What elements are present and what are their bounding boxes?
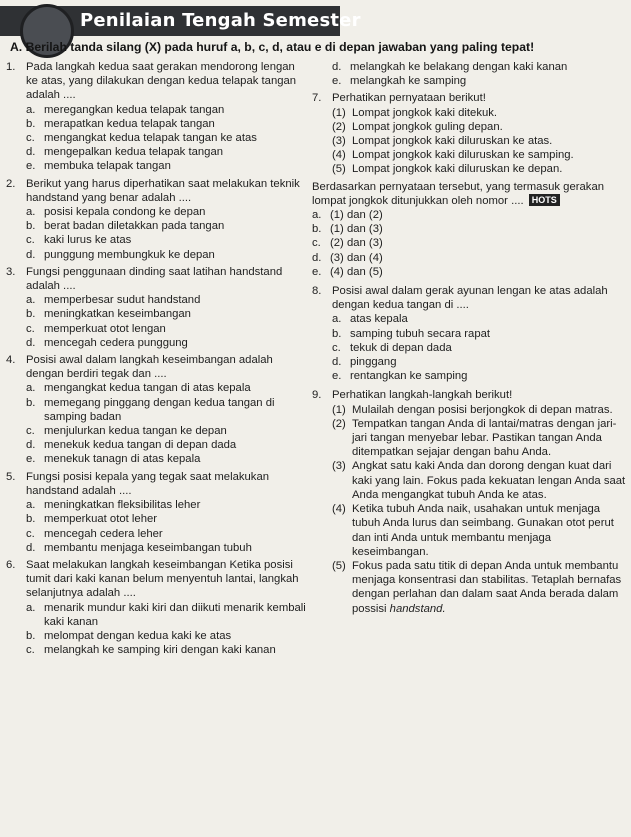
- option-text: membuka telapak tangan: [44, 160, 171, 173]
- option-letter: b.: [26, 308, 36, 321]
- statement-number: (2): [332, 120, 346, 133]
- option-text: merapatkan kedua telapak tangan: [44, 117, 215, 130]
- statement-text: Lompat jongkok kaki ditekuk.: [352, 106, 498, 119]
- question-4: [6, 353, 306, 467]
- question-2: [6, 177, 306, 262]
- option-text: mengangkat kedua tangan di atas kepala: [44, 382, 251, 395]
- option-text: (3) dan (4): [330, 251, 383, 264]
- question-6-continued: [312, 60, 628, 88]
- statement-item: [332, 134, 628, 148]
- statement-text: Lompat jongkok kaki diluruskan ke depan.: [352, 163, 563, 176]
- answer-option[interactable]: [26, 205, 306, 219]
- question-number: 3.: [6, 265, 16, 278]
- option-letter: e.: [332, 370, 342, 383]
- right-column: [312, 60, 628, 619]
- question-1: [6, 60, 306, 174]
- option-text: (1) dan (3): [330, 223, 383, 236]
- answer-option[interactable]: [312, 208, 628, 222]
- question-stem: Fungsi posisi kepala yang tegak saat melakukan handstand adalah ....: [26, 470, 270, 497]
- option-text: kaki lurus ke atas: [44, 234, 132, 247]
- question-stem: Posisi awal dalam gerak ayunan lengan ke atas adalah dengan kedua tangan di ....: [332, 285, 608, 312]
- option-letter: c.: [332, 341, 341, 354]
- statement-number: (4): [332, 503, 346, 516]
- option-letter: a.: [312, 209, 322, 222]
- section-instruction: A. Berilah tanda silang (X) pada huruf a, b, c, d, atau e di depan jawaban yang paling tepat!: [10, 40, 535, 54]
- option-text: memperkuat otot leher: [44, 513, 158, 526]
- option-letter: d.: [332, 356, 342, 369]
- option-letter: b.: [26, 513, 36, 526]
- option-text: menjulurkan kedua tangan ke depan: [44, 425, 227, 438]
- option-text: punggung membungkuk ke depan: [44, 248, 215, 261]
- answer-option[interactable]: [26, 248, 306, 262]
- answer-option[interactable]: [332, 312, 628, 326]
- answer-option[interactable]: [332, 369, 628, 383]
- option-text: (4) dan (5): [330, 265, 383, 278]
- option-text: meregangkan kedua telapak tangan: [44, 103, 225, 116]
- option-letter: a.: [26, 103, 36, 116]
- option-letter: a.: [26, 206, 36, 219]
- answer-option[interactable]: [312, 265, 628, 279]
- answer-option[interactable]: [26, 643, 306, 657]
- answer-option[interactable]: [26, 145, 306, 159]
- statement-item: [332, 459, 628, 502]
- answer-option[interactable]: [26, 438, 306, 452]
- answer-option[interactable]: [26, 424, 306, 438]
- option-letter: c.: [26, 527, 35, 540]
- option-text: samping tubuh secara rapat: [350, 327, 491, 340]
- question-9: [312, 388, 628, 615]
- question-number: 4.: [6, 354, 16, 367]
- option-letter: c.: [26, 425, 35, 438]
- statement-item: [332, 162, 628, 176]
- answer-option[interactable]: [332, 327, 628, 341]
- statement-number: (3): [332, 135, 346, 148]
- question-6: [6, 558, 306, 657]
- answer-option[interactable]: [312, 251, 628, 265]
- answer-option[interactable]: [26, 293, 306, 307]
- option-text: posisi kepala condong ke depan: [44, 206, 206, 219]
- question-stem: Berikut yang harus diperhatikan saat melakukan teknik handstand yang benar adalah ....: [26, 177, 300, 204]
- option-text: berat badan diletakkan pada tangan: [44, 220, 225, 233]
- question-stem: Pada langkah kedua saat gerakan mendorong lengan ke atas, yang dilakukan dengan kedua telapak tangan adalah ....: [26, 61, 297, 102]
- question-number: 8.: [312, 285, 322, 298]
- option-letter: b.: [332, 327, 342, 340]
- option-text: menekuk tanagn di atas kepala: [44, 453, 201, 466]
- option-letter: c.: [26, 644, 35, 657]
- statement-number: (4): [332, 149, 346, 162]
- question-number: 5.: [6, 470, 16, 483]
- answer-option[interactable]: [26, 381, 306, 395]
- question-number: 9.: [312, 389, 322, 402]
- question-stem: Saat melakukan langkah keseimbangan Ketika posisi tumit dari kaki kanan belum menyentuh lantai, langkah selanjutnya adalah ....: [26, 558, 299, 600]
- question-number: 7.: [312, 92, 322, 105]
- answer-option[interactable]: [26, 131, 306, 145]
- option-letter: e.: [312, 265, 322, 278]
- option-letter: a.: [26, 382, 36, 395]
- option-text: rentangkan ke samping: [350, 370, 468, 383]
- option-text: (2) dan (3): [330, 237, 383, 250]
- answer-option[interactable]: [26, 336, 306, 350]
- statement-number: (1): [332, 403, 346, 416]
- answer-option[interactable]: [26, 512, 306, 526]
- option-letter: d.: [312, 251, 322, 264]
- option-text: memegang pinggang dengan kedua tangan di samping badan: [44, 396, 275, 423]
- option-text: melangkah ke samping: [350, 75, 467, 88]
- page-title: Penilaian Tengah Semester: [80, 10, 361, 31]
- option-text: mengepalkan kedua telapak tangan: [44, 146, 224, 159]
- option-text: pinggang: [350, 356, 397, 369]
- statement-italic-term: handstand.: [389, 602, 446, 615]
- answer-option[interactable]: [26, 601, 306, 629]
- question-number: 1.: [6, 61, 16, 73]
- option-letter: c.: [26, 322, 35, 335]
- option-letter: e.: [26, 160, 36, 173]
- answer-option[interactable]: [26, 233, 306, 247]
- option-letter: c.: [26, 234, 35, 247]
- answer-option[interactable]: [332, 74, 628, 88]
- answer-option[interactable]: [312, 222, 628, 236]
- statement-number: (3): [332, 460, 346, 473]
- option-text: meningkatkan keseimbangan: [44, 308, 191, 321]
- question-3: [6, 265, 306, 350]
- option-letter: b.: [26, 396, 36, 409]
- option-letter: d.: [26, 541, 36, 554]
- question-7: [312, 91, 628, 279]
- option-letter: d.: [26, 146, 36, 159]
- option-text: mencegah cedera punggung: [44, 336, 188, 349]
- answer-option[interactable]: [26, 103, 306, 117]
- hots-badge: HOTS: [529, 194, 560, 206]
- answer-option[interactable]: [332, 60, 628, 74]
- question-number: 2.: [6, 177, 16, 190]
- option-letter: e.: [26, 453, 36, 466]
- question-number: 6.: [6, 558, 16, 571]
- question-7-followup: Berdasarkan pernyataan tersebut, yang termasuk gerakan lompat jongkok ditunjukkan oleh nomor ....: [312, 180, 605, 207]
- option-text: memperkuat otot lengan: [44, 322, 166, 335]
- option-letter: a.: [332, 313, 342, 326]
- option-text: mengangkat kedua telapak tangan ke atas: [44, 132, 257, 145]
- statement-item: [332, 403, 628, 417]
- option-letter: b.: [26, 117, 36, 130]
- answer-option[interactable]: [332, 341, 628, 355]
- option-letter: d.: [26, 439, 36, 452]
- question-8: [312, 284, 628, 383]
- answer-option[interactable]: [312, 236, 628, 250]
- answer-option[interactable]: [332, 355, 628, 369]
- option-letter: c.: [26, 132, 35, 145]
- statement-text: Ketika tubuh Anda naik, usahakan untuk menjaga tubuh Anda lurus dan seimbang. Gunakan otot perut dan inti Anda untuk membantu menjaga keseimbangan.: [352, 503, 614, 558]
- option-text: melangkah ke samping kiri dengan kaki kanan: [44, 644, 276, 657]
- statement-item: [332, 502, 628, 559]
- statement-item: [332, 417, 628, 460]
- option-letter: a.: [26, 294, 36, 307]
- option-text: melompat dengan kedua kaki ke atas: [44, 629, 232, 642]
- question-stem: Posisi awal dalam langkah keseimbangan adalah dengan berdiri tegak dan ....: [26, 354, 273, 381]
- answer-option[interactable]: [26, 629, 306, 643]
- option-text: atas kepala: [350, 313, 408, 326]
- option-text: tekuk di depan dada: [350, 341, 452, 354]
- statement-text: Lompat jongkok kaki diluruskan ke samping.: [352, 149, 574, 162]
- option-letter: d.: [26, 248, 36, 261]
- option-text: (1) dan (2): [330, 209, 383, 222]
- statement-text: Mulailah dengan posisi berjongkok di depan matras.: [352, 403, 613, 416]
- answer-option[interactable]: [26, 117, 306, 131]
- option-letter: d.: [26, 336, 36, 349]
- statement-number: (2): [332, 417, 346, 430]
- answer-option[interactable]: [26, 396, 306, 424]
- option-letter: b.: [26, 629, 36, 642]
- statement-text: Tempatkan tangan Anda di lantai/matras dengan jari-jari tangan menyebar lebar. Pastikan tangan Anda ditempatkan sejajar dengan bahu Anda.: [352, 417, 617, 459]
- option-letter: b.: [312, 223, 322, 236]
- option-text: memperbesar sudut handstand: [44, 294, 201, 307]
- option-text: membantu menjaga keseimbangan tubuh: [44, 541, 252, 554]
- question-stem: Perhatikan pernyataan berikut!: [332, 92, 486, 105]
- statement-number: (5): [332, 559, 346, 572]
- statement-text: Fokus pada satu titik di depan Anda untuk membantu menjaga konsentrasi dan stabilitas. Tetaplah bernafas dengan perlahan dan dalam saat Anda berada dalam possisi: [352, 559, 622, 615]
- question-5: [6, 470, 306, 555]
- answer-option[interactable]: [26, 322, 306, 336]
- statement-item: [332, 120, 628, 134]
- statement-text: Angkat satu kaki Anda dan dorong dengan kuat dari kaki yang lain. Fokus pada kekuatan lengan Anda saat Anda mengangkat tubuh Anda ke atas.: [352, 460, 626, 501]
- answer-option[interactable]: [26, 219, 306, 233]
- option-text: menarik mundur kaki kiri dan diikuti menarik kembali kaki kanan: [44, 601, 306, 628]
- option-text: meningkatkan fleksibilitas leher: [44, 499, 201, 512]
- option-letter: c.: [312, 237, 321, 250]
- statement-item: [332, 148, 628, 162]
- option-letter: e.: [332, 75, 342, 88]
- question-stem: Fungsi penggunaan dinding saat latihan handstand adalah ....: [26, 265, 283, 293]
- question-stem: Perhatikan langkah-langkah berikut!: [332, 389, 513, 402]
- answer-option[interactable]: [26, 452, 306, 466]
- statement-text: Lompat jongkok guling depan.: [352, 120, 503, 133]
- statement-item: [332, 106, 628, 120]
- answer-option[interactable]: [26, 498, 306, 512]
- option-letter: a.: [26, 601, 36, 614]
- option-letter: a.: [26, 499, 36, 512]
- option-letter: b.: [26, 220, 36, 233]
- statement-text: Lompat jongkok kaki diluruskan ke atas.: [352, 135, 553, 148]
- statement-number: (1): [332, 106, 346, 119]
- answer-option[interactable]: [26, 541, 306, 555]
- option-text: menekuk kedua tangan di depan dada: [44, 439, 237, 452]
- option-text: mencegah cedera leher: [44, 527, 163, 540]
- answer-option[interactable]: [26, 159, 306, 173]
- statement-item: [332, 559, 628, 616]
- statement-number: (5): [332, 163, 346, 176]
- option-text: melangkah ke belakang dengan kaki kanan: [350, 61, 568, 73]
- answer-option[interactable]: [26, 527, 306, 541]
- option-letter: d.: [332, 61, 342, 73]
- answer-option[interactable]: [26, 307, 306, 321]
- left-column: [6, 60, 306, 660]
